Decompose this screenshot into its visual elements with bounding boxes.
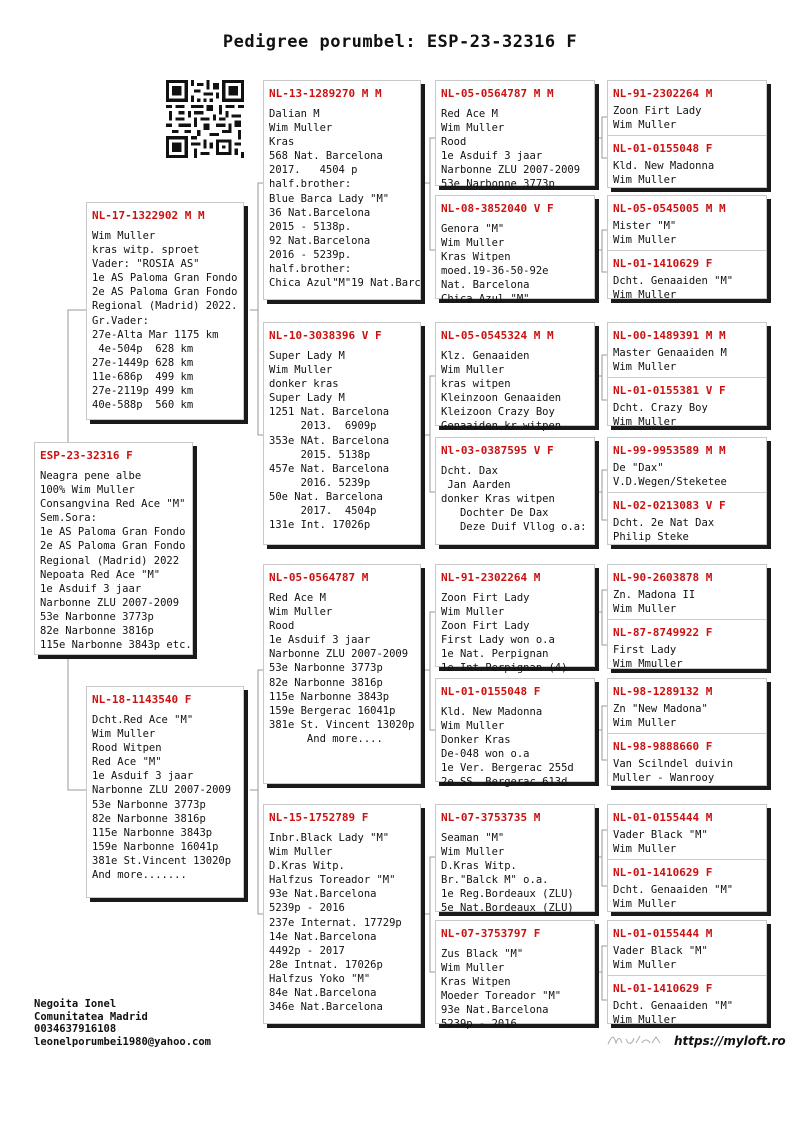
ggp-info: Zus Black "M" Wim Muller Kras Witpen Moeder Toreador "M" 93e Nat.Barcelona 5239p - 2016: [441, 948, 562, 1031]
ggp-info: Seaman "M" Wim Muller D.Kras Witp. Br."Balck M" o.a. 1e Reg.Bordeaux (ZLU) 5e Nat.Bordeaux (ZLU): [441, 832, 574, 915]
grandparent-info: Super Lady M Wim Muller donker kras Super Lady M 1251 Nat. Barcelona 2013. 6909p 353e NAt. Barcelona 2015. 5138p 457e Nat. Barcelona 2016. 5239p 50e Nat. Barcelona 2017. 4504p 131e Int. 17026p: [269, 350, 390, 532]
gggp-pair-card: [607, 322, 767, 429]
sire-card: [86, 202, 244, 420]
great-grandparent-card: [435, 80, 595, 191]
ggp-ring: NL-07-3753735 M: [441, 811, 541, 824]
grandparent-card: [263, 322, 421, 545]
ggp-ring: NL-91-2302264 M: [441, 571, 541, 584]
gggp-pair-card: [607, 804, 767, 912]
gggp-ring: NL-01-0155444 M: [613, 927, 713, 940]
gggp-info: Van Scilndel duivin Muller - Wanrooy: [613, 758, 734, 785]
grandparent-info: Dalian M Wim Muller Kras 568 Nat. Barcelona 2017. 4504 p half.brother: Blue Barca Lady "M" 36 Nat.Barcelona 2015 - 5138p. 92 Nat.Barcelona 2016 - 5239p. half.brother: Chica Azul"M"19 Nat.Barc: [269, 108, 421, 290]
great-grandparent-card: [435, 564, 595, 675]
great-grandparent-card: [435, 437, 595, 545]
gggp-ring: NL-02-0213083 V F: [613, 499, 726, 512]
gggp-pair-card: [607, 564, 767, 669]
grandparent-card: [263, 564, 421, 784]
grandparent-ring: NL-10-3038396 V F: [269, 329, 382, 342]
grandparent-ring: NL-13-1289270 M M: [269, 87, 382, 100]
ggp-info: Kld. New Madonna Wim Muller Donker Kras De-048 won o.a 1e Ver. Bergerac 255d 2e SS. Bergerac 613d: [441, 706, 574, 789]
gggp-ring: NL-05-0545005 M M: [613, 202, 726, 215]
gggp-ring: NL-01-0155381 V F: [613, 384, 726, 397]
ggp-info: Red Ace M Wim Muller Rood 1e Asduif 3 jaar Narbonne ZLU 2007-2009 53e Narbonne 3773p: [441, 108, 581, 191]
great-grandparent-card: [435, 322, 595, 433]
subject-card: [34, 442, 193, 655]
gggp-ring: NL-01-1410629 F: [613, 866, 713, 879]
gggp-ring: NL-01-0155444 M: [613, 811, 713, 824]
gggp-info: Zoon Firt Lady Wim Muller: [613, 105, 702, 132]
ggp-info: Dcht. Dax Jan Aarden donker Kras witpen Dochter De Dax Deze Duif Vllog o.a:: [441, 465, 587, 534]
grandparent-info: Red Ace M Wim Muller Rood 1e Asduif 3 jaar Narbonne ZLU 2007-2009 53e Narbonne 3773p 82e Narbonne 3816p 115e Narbonne 3843p 159e Bergerac 16041p 381e St. Vincent 13020p And more....: [269, 592, 415, 745]
great-grandparent-card: [435, 804, 595, 915]
owner-email[interactable]: leonelporumbei1980@yahoo.com: [34, 1035, 212, 1048]
gggp-ring: NL-91-2302264 M: [613, 87, 713, 100]
grandparent-info: Inbr.Black Lady "M" Wim Muller D.Kras Witp. Halfzus Toreador "M" 93e Nat.Barcelona 5239p - 2016 237e Internat. 17729p 14e Nat.Barcelona 4492p - 2017 28e Intnat. 17026p Halfzus Yoko "M" 84e Nat.Barcelona 346e Nat.Barcelona: [269, 832, 402, 1014]
gggp-info: First Lady Wim Mmuller: [613, 644, 683, 671]
gggp-ring: NL-01-1410629 F: [613, 982, 713, 995]
page-title: Pedigree porumbel: ESP-23-32316 F: [222, 32, 578, 52]
ggp-ring: NL-05-0564787 M M: [441, 87, 554, 100]
great-grandparent-card: [435, 920, 595, 1031]
gggp-info: Zn. Madona II Wim Muller: [613, 589, 696, 616]
gggp-info: Dcht. Genaaiden "M" Wim Muller: [613, 884, 734, 911]
owner-phone: 0034637916108: [34, 1023, 117, 1035]
owner-name: Negoita Ionel: [34, 998, 117, 1010]
dam-ring: NL-18-1143540 F: [92, 693, 192, 706]
gggp-info: Kld. New Madonna Wim Muller: [613, 160, 715, 187]
gggp-ring: NL-98-9888660 F: [613, 740, 713, 753]
gggp-info: Dcht. Genaaiden "M" Wim Muller: [613, 1000, 734, 1027]
ggp-info: Klz. Genaaiden Wim Muller kras witpen Kleinzoon Genaaiden Kleizoon Crazy Boy Genaaiden kr witpen: [441, 350, 562, 433]
gggp-info: Dcht. 2e Nat Dax Philip Steke: [613, 517, 715, 544]
gggp-pair-card: [607, 678, 767, 786]
gggp-info: Dcht. Crazy Boy Wim Muller: [613, 402, 708, 429]
gggp-ring: NL-98-1289132 M: [613, 685, 713, 698]
gggp-info: Vader Black "M" Wim Muller: [613, 945, 708, 972]
website-link[interactable]: https://myloft.ro: [674, 1034, 786, 1048]
grandparent-ring: NL-05-0564787 M: [269, 571, 369, 584]
myloft-logo-icon: [606, 1033, 662, 1047]
subject-info: Neagra pene albe 100% Wim Muller Consangvina Red Ace "M" Sem.Sora: 1e AS Paloma Gran Fondo 2e AS Paloma Gran Fondo Regional (Madrid) 2022 Nepoata Red Ace "M" 1e Asduif 3 jaar Narbonne ZLU 2007-2009 53e Narbonne 3773p 82e Narbonne 3816p 115e Narbonne 3843p etc.: [40, 470, 192, 652]
owner-block: [34, 998, 211, 1048]
subject-ring: ESP-23-32316 F: [40, 449, 133, 462]
grandparent-ring: NL-15-1752789 F: [269, 811, 369, 824]
ggp-ring: Nl-03-0387595 V F: [441, 444, 554, 457]
gggp-ring: NL-87-8749922 F: [613, 626, 713, 639]
dam-card: [86, 686, 244, 898]
ggp-ring: NL-05-0545324 M M: [441, 329, 554, 342]
great-grandparent-card: [435, 195, 595, 306]
gggp-info: Mister "M" Wim Muller: [613, 220, 677, 247]
gggp-info: Zn "New Madona" Wim Muller: [613, 703, 708, 730]
gggp-info: Dcht. Genaaiden "M" Wim Muller: [613, 275, 734, 302]
sire-ring: NL-17-1322902 M M: [92, 209, 205, 222]
gggp-pair-card: [607, 920, 767, 1027]
gggp-ring: NL-01-1410629 F: [613, 257, 713, 270]
gggp-ring: NL-01-0155048 F: [613, 142, 713, 155]
gggp-pair-card: [607, 437, 767, 545]
gggp-pair-card: [607, 195, 767, 302]
ggp-info: Zoon Firt Lady Wim Muller Zoon Firt Lady First Lady won o.a 1e Nat. Perpignan 1e Int.Perpignan (4): [441, 592, 568, 675]
grandparent-card: [263, 804, 421, 1024]
great-grandparent-card: [435, 678, 595, 789]
sire-info: Wim Muller kras witp. sproet Vader: "ROSIA AS" 1e AS Paloma Gran Fondo 2e AS Paloma Gran Fondo Regional (Madrid) 2022. Gr.Vader: 27e-Alta Mar 1175 km 4e-504p 628 km 27e-1449p 628 km 11e-686p 499 km 27e-2119p 499 km 40e-588p 560 km: [92, 230, 238, 412]
gggp-ring: NL-99-9953589 M M: [613, 444, 726, 457]
gggp-info: Vader Black "M" Wim Muller: [613, 829, 708, 856]
ggp-ring: NL-01-0155048 F: [441, 685, 541, 698]
gggp-info: De "Dax" V.D.Wegen/Steketee: [613, 462, 727, 489]
dam-info: Dcht.Red Ace "M" Wim Muller Rood Witpen Red Ace "M" 1e Asduif 3 jaar Narbonne ZLU 2007-2009 53e Narbonne 3773p 82e Narbonne 3816p 115e Narbonne 3843p 159e Narbonne 16041p 381e St.Vincent 13020p And more.......: [92, 714, 232, 882]
owner-club: Comunitatea Madrid: [34, 1010, 148, 1023]
ggp-ring: NL-07-3753797 F: [441, 927, 541, 940]
gggp-info: Master Genaaiden M Wim Muller: [613, 347, 727, 374]
gggp-ring: NL-90-2603878 M: [613, 571, 713, 584]
gggp-ring: NL-00-1489391 M M: [613, 329, 726, 342]
gggp-pair-card: [607, 80, 767, 188]
ggp-info: Genora "M" Wim Muller Kras Witpen moed.19-36-50-92e Nat. Barcelona Chica Azul "M": [441, 223, 549, 306]
ggp-ring: NL-08-3852040 V F: [441, 202, 554, 215]
grandparent-card: [263, 80, 421, 300]
